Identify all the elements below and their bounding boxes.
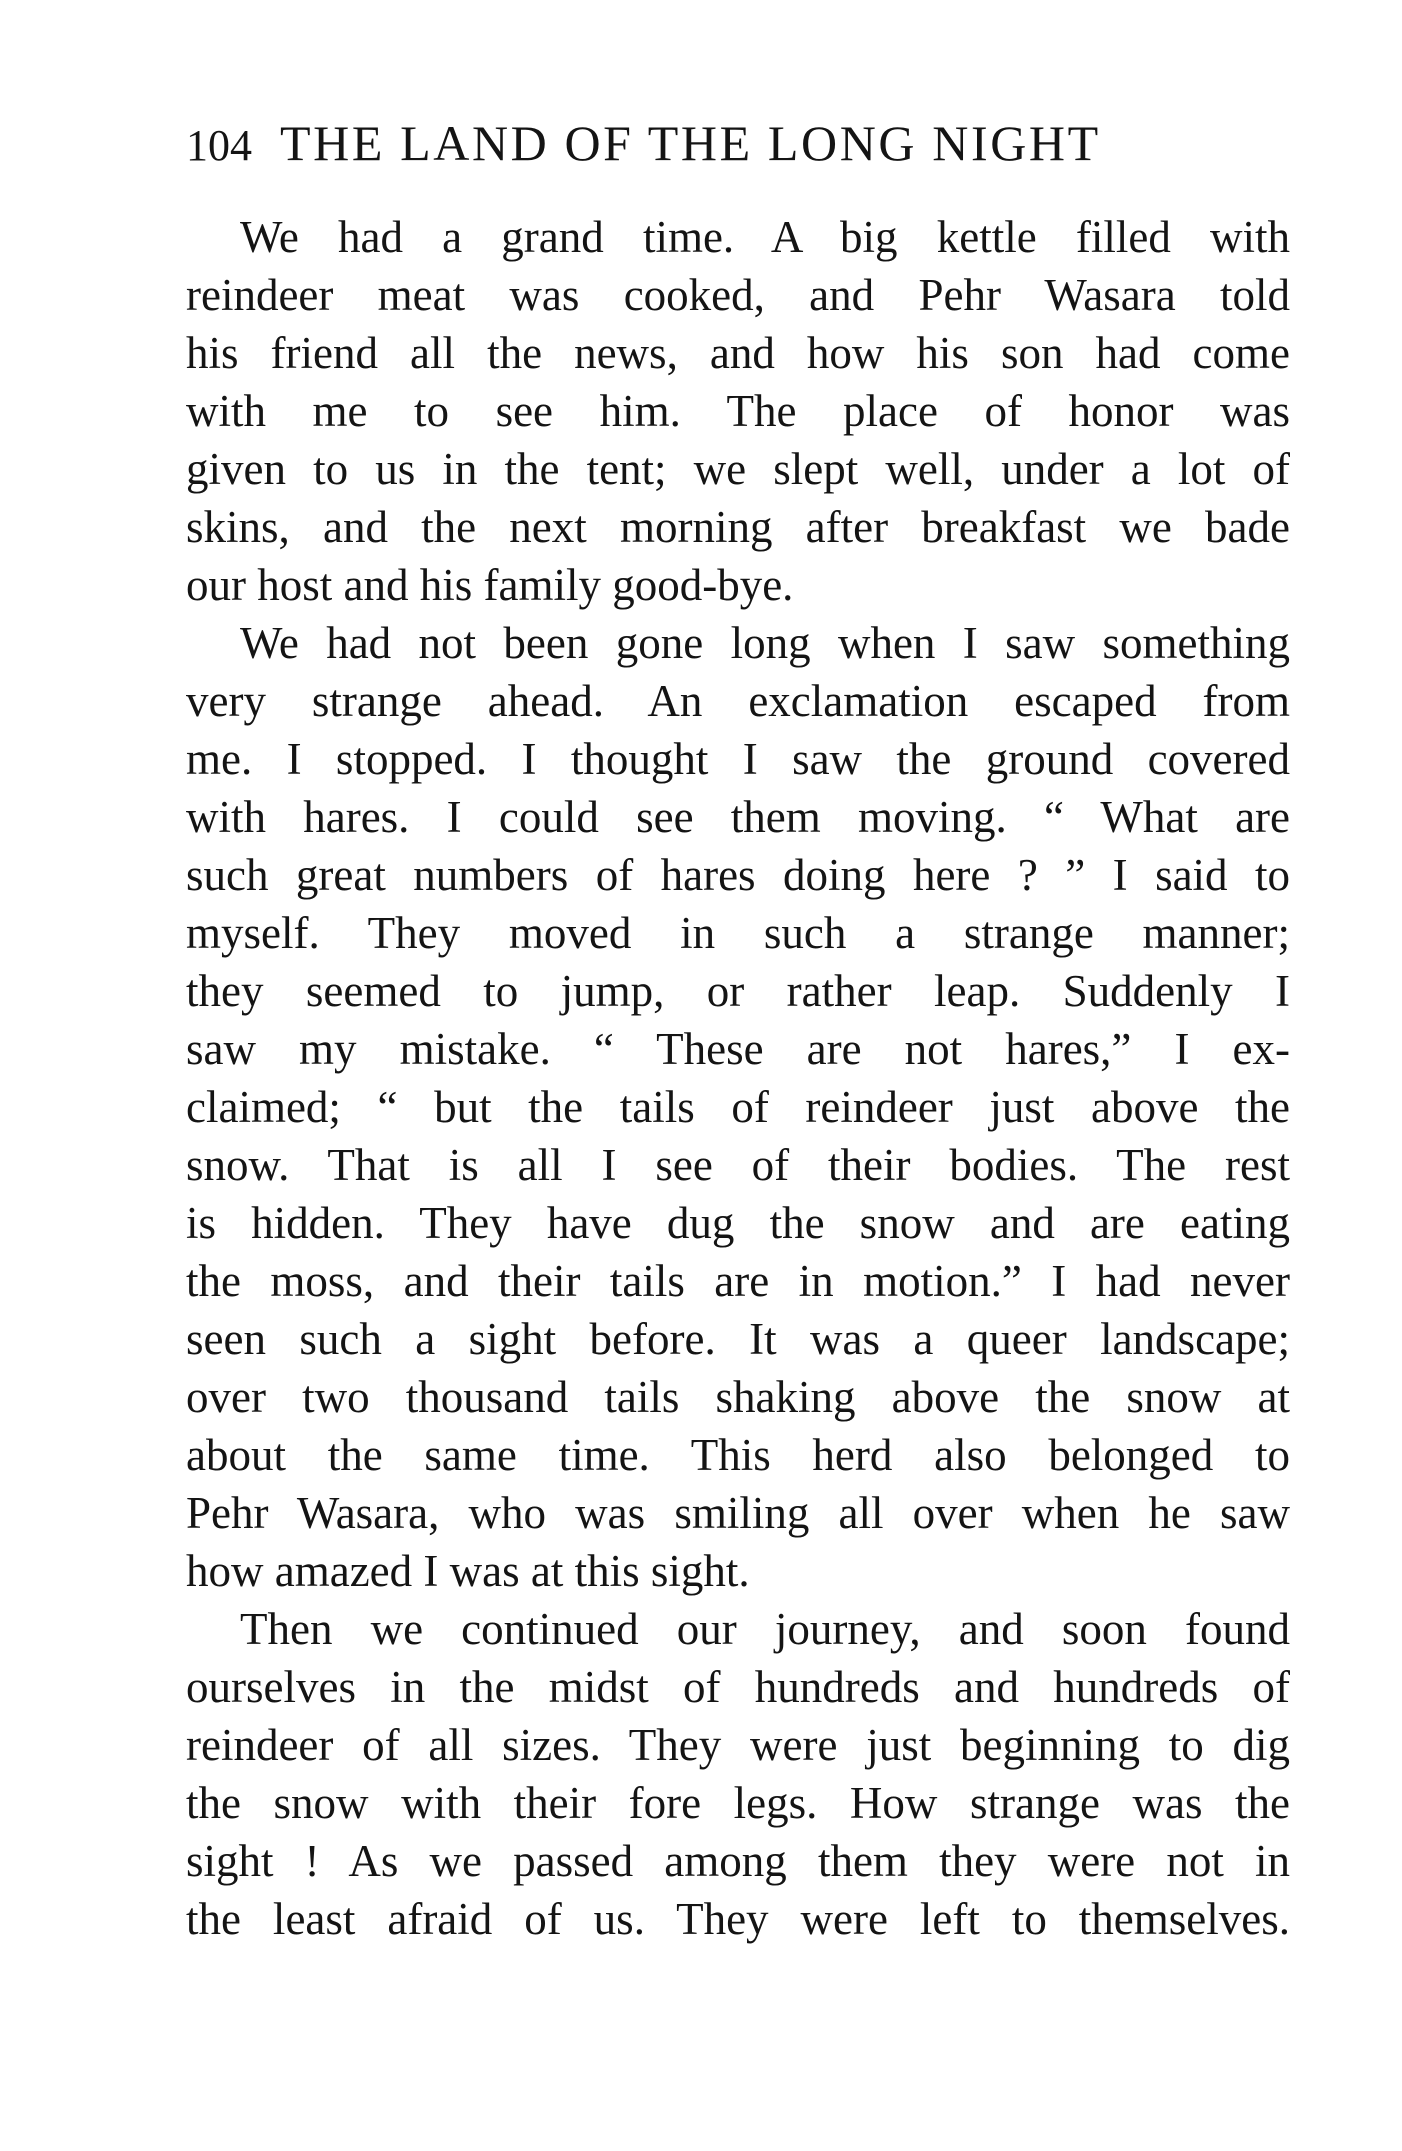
page-header <box>186 108 1290 178</box>
text-line: how amazed I was at this sight. <box>186 1546 750 1596</box>
text-line: snow. That is all I see of their bodies. The rest <box>186 1140 1290 1190</box>
running-title: THE LAND OF THE LONG NIGHT <box>280 115 1101 171</box>
paragraph-1 <box>186 208 1290 614</box>
text-line: with me to see him. The place of honor was <box>186 386 1290 436</box>
text-line: the snow with their fore legs. How strange was the <box>186 1778 1290 1828</box>
body-text <box>186 208 1290 1948</box>
text-line: saw my mistake. “ These are not hares,” I ex- <box>186 1024 1290 1074</box>
text-line: they seemed to jump, or rather leap. Suddenly I <box>186 966 1290 1016</box>
text-line: his friend all the news, and how his son had come <box>186 328 1290 378</box>
text-line: Then we continued our journey, and soon found <box>240 1604 1290 1654</box>
text-line: me. I stopped. I thought I saw the ground covered <box>186 734 1290 784</box>
text-line: We had a grand time. A big kettle filled with <box>240 212 1290 262</box>
text-line: claimed; “ but the tails of reindeer just above the <box>186 1082 1290 1132</box>
text-line: Pehr Wasara, who was smiling all over when he saw <box>186 1488 1290 1538</box>
text-line: reindeer meat was cooked, and Pehr Wasara told <box>186 270 1290 320</box>
text-line: seen such a sight before. It was a queer landscape; <box>186 1314 1290 1364</box>
text-line: with hares. I could see them moving. “ What are <box>186 792 1290 842</box>
text-line: reindeer of all sizes. They were just beginning to dig <box>186 1720 1290 1770</box>
text-line: such great numbers of hares doing here ? ” I said to <box>186 850 1290 900</box>
paragraph-2 <box>186 614 1290 1600</box>
text-line: ourselves in the midst of hundreds and hundreds of <box>186 1662 1290 1712</box>
page-number: 104 <box>186 121 252 170</box>
text-line: about the same time. This herd also belonged to <box>186 1430 1290 1480</box>
text-line: We had not been gone long when I saw something <box>240 618 1290 668</box>
paragraph-3 <box>186 1600 1290 1948</box>
text-line: our host and his family good-bye. <box>186 560 794 610</box>
text-line: given to us in the tent; we slept well, under a lot of <box>186 444 1290 494</box>
text-line: the least afraid of us. They were left to themselves. <box>186 1894 1290 1944</box>
text-line: sight ! As we passed among them they were not in <box>186 1836 1290 1886</box>
text-line: is hidden. They have dug the snow and are eating <box>186 1198 1290 1248</box>
text-line: over two thousand tails shaking above the snow at <box>186 1372 1290 1422</box>
text-line: very strange ahead. An exclamation escaped from <box>186 676 1290 726</box>
text-line: the moss, and their tails are in motion.” I had never <box>186 1256 1290 1306</box>
text-line: myself. They moved in such a strange manner; <box>186 908 1290 958</box>
text-line: skins, and the next morning after breakfast we bade <box>186 502 1290 552</box>
